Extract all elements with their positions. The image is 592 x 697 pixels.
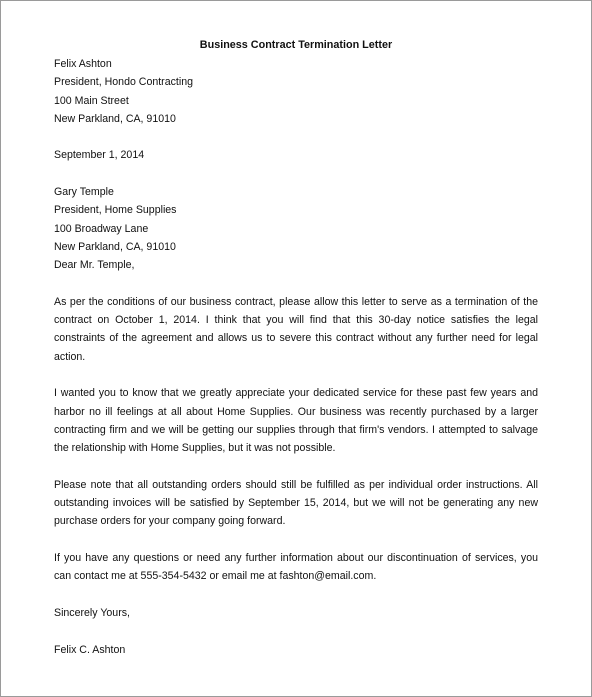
paragraph-appreciation: I wanted you to know that we greatly appreciate your dedicated service for these past few years and harbor no ill feelings at all about Home Supplies. Our business was recently purchased by a larger contracting firm and we will be getting our supplies through that firm's vendors. I attempted to salvage the relationship with Home Supplies, but it was not possible. (54, 387, 538, 455)
letter-body (54, 55, 538, 659)
letter-title: Business Contract Termination Letter (199, 39, 393, 51)
recipient-position: President, Home Supplies (54, 204, 177, 217)
sender-block (54, 55, 538, 128)
paragraph-contact: If you have any questions or need any further information about our discontinuation of services, you can contact me at 555-354-5432 or email me at fashton@email.com. (54, 552, 538, 583)
paragraph-orders: Please note that all outstanding orders should still be fulfilled as per individual order instructions. All outstanding invoices will be satisfied by September 15, 2014, but we will not be generating any new purchase orders for your company going forward. (54, 478, 538, 528)
salutation: Dear Mr. Temple, (54, 259, 135, 272)
letter-date: September 1, 2014 (54, 149, 145, 162)
signature-name: Felix C. Ashton (54, 643, 126, 656)
closing: Sincerely Yours, (54, 606, 130, 619)
recipient-city: New Parkland, CA, 91010 (54, 240, 176, 253)
sender-city: New Parkland, CA, 91010 (54, 112, 176, 125)
recipient-name: Gary Temple (54, 186, 114, 199)
sender-name: Felix Ashton (54, 58, 112, 70)
paragraph-termination: As per the conditions of our business contract, please allow this letter to serve as a termination of the contract on October 1, 2014. I think that you will find that this 30-day notice satisfies the legal constraints of the agreement and allows us to severe this contract without any further need for legal action. (54, 295, 538, 363)
sender-street: 100 Main Street (54, 94, 129, 107)
sender-position: President, Hondo Contracting (54, 76, 193, 89)
recipient-street: 100 Broadway Lane (54, 222, 149, 235)
recipient-block (54, 183, 538, 256)
